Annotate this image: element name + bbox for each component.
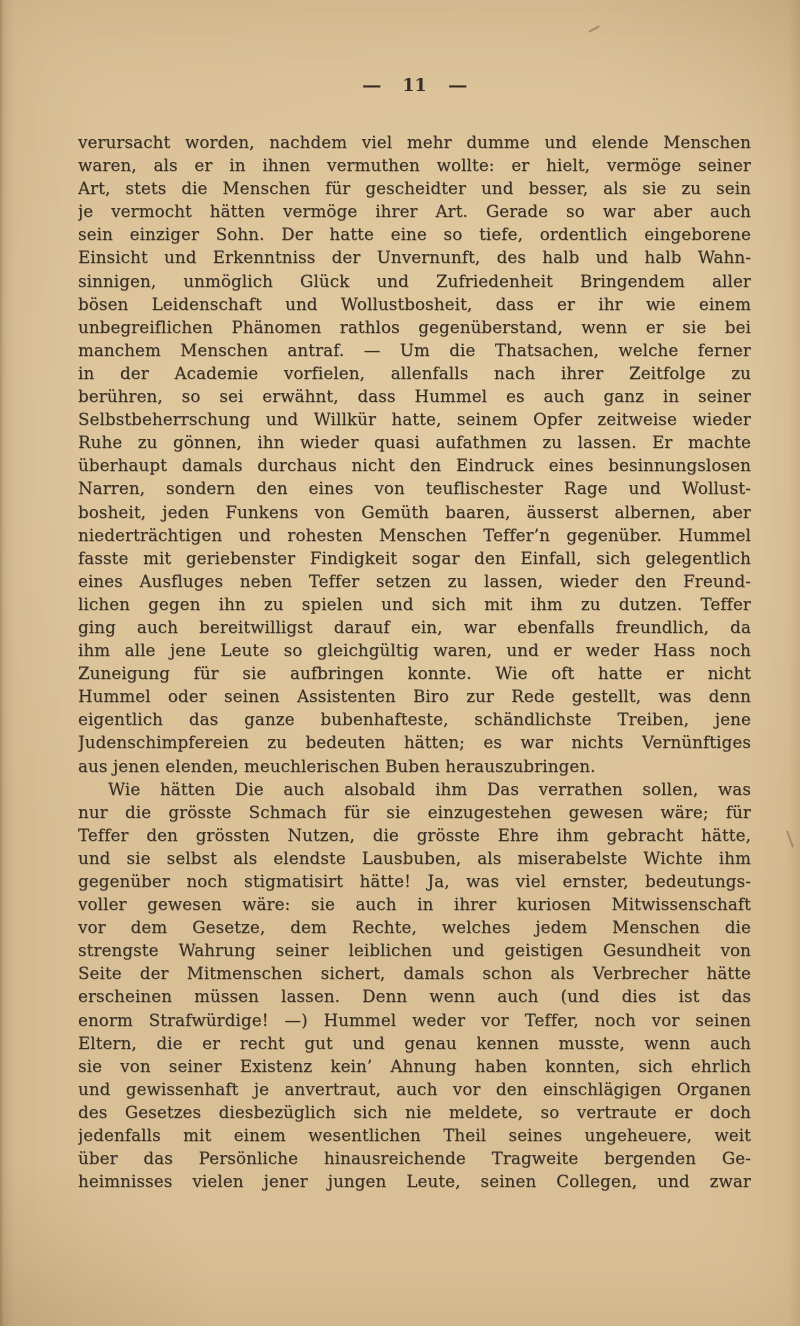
text-line: verursacht worden, nachdem viel mehr dumme und elende Menschen [78,133,751,152]
text-line: lichen gegen ihn zu spielen und sich mit ihm zu dutzen. Teffer [78,594,751,614]
text-line: und gewissenhaft je anvertraut, auch vor den einschlägigen Organen [78,1079,751,1099]
text-line: ging auch bereitwilligst darauf ein, war ebenfalls freundlich, da [78,617,751,637]
paper-fiber-mark [588,25,599,32]
text-line: fasste mit geriebenster Findigkeit sogar den Einfall, sich gelegentlich [78,548,751,568]
text-line: in der Academie vorfielen, allenfalls nach ihrer Zeitfolge zu [78,363,751,383]
text-line: gegenüber noch stigmatisirt hätte! Ja, was viel ernster, bedeutungs- [78,872,751,891]
text-line: strengste Wahrung seiner leiblichen und geistigen Gesundheit von [78,941,751,961]
text-line: Hummel oder seinen Assistenten Biro zur Rede gestellt, was denn [78,687,751,707]
header-left-dash: — [361,76,382,96]
text-line: Zuneigung für sie aufbringen konnte. Wie oft hatte er nicht [78,664,751,684]
text-line: überhaupt damals durchaus nicht den Eindruck eines besinnungslosen [78,456,751,476]
text-line: nur die grösste Schmach für sie einzugestehen gewesen wäre; für [78,802,751,822]
text-line: Selbstbeherrschung und Willkür hatte, seinem Opfer zeitweise wieder [78,410,751,430]
text-line: vor dem Gesetze, dem Rechte, welches jedem Menschen die [78,918,751,938]
text-line: manchem Menschen antraf. — Um die Thatsachen, welche ferner [78,340,751,360]
text-line: erscheinen müssen lassen. Denn wenn auch (und dies ist das [78,987,751,1007]
text-line: niederträchtigen und rohesten Menschen Teffer’n gegenüber. Hummel [78,525,751,545]
text-line: des Gesetzes diesbezüglich sich nie meldete, so vertraute er doch [78,1102,751,1122]
text-line: sinnigen, unmöglich Glück und Zufriedenheit Bringendem aller [78,271,751,291]
text-line: Art, stets die Menschen für gescheidter und besser, als sie zu sein [78,179,751,199]
text-line: aus jenen elenden, meuchlerischen Buben herauszubringen. [78,756,596,776]
paragraph [78,131,751,778]
body-text [78,131,751,1193]
text-line: waren, als er in ihnen vermuthen wollte: er hielt, vermöge seiner [78,156,751,176]
page-header [78,76,751,96]
text-line: Judenschimpfereien zu bedeuten hätten; es war nichts Vernünftiges [78,733,751,753]
text-line: sein einziger Sohn. Der hatte eine so tiefe, ordentlich eingeborene [78,225,751,245]
text-line: eigentlich das ganze bubenhafteste, schändlichste Treiben, jene [78,710,751,730]
text-line: Einsicht und Erkenntniss der Unvernunft, des halb und halb Wahn- [78,248,751,268]
margin-pen-mark [786,830,794,848]
text-line: über das Persönliche hinausreichende Tragweite bergenden Ge- [78,1149,751,1169]
text-line: unbegreiflichen Phänomen rathlos gegenüberstand, wenn er sie bei [78,317,751,337]
text-line: ihm alle jene Leute so gleichgültig waren, und er weder Hass noch [78,641,751,661]
text-line: berühren, so sei erwähnt, dass Hummel es auch ganz in seiner [78,387,751,407]
text-line: je vermocht hätten vermöge ihrer Art. Gerade so war aber auch [78,202,751,222]
text-line: Teffer den grössten Nutzen, die grösste Ehre ihm gebracht hätte, [78,825,751,845]
text-line: enorm Strafwürdige! —) Hummel weder vor Teffer, noch vor seinen [78,1010,751,1030]
text-line: Wie hätten Die auch alsobald ihm Das verrathen sollen, was [108,779,751,799]
text-line: Narren, sondern den eines von teuflischester Rage und Wollust- [78,479,751,499]
text-line: Eltern, die er recht gut und genau kennen musste, wenn auch [78,1033,751,1053]
text-line: heimnisses vielen jener jungen Leute, seinen Collegen, und zwar [78,1172,751,1192]
text-line: voller gewesen wäre: sie auch in ihrer kuriosen Mitwissenschaft [78,895,751,915]
text-line: jedenfalls mit einem wesentlichen Theil seines ungeheuere, weit [78,1126,751,1146]
text-line: bosheit, jeden Funkens von Gemüth baaren, äusserst albernen, aber [78,502,751,522]
text-line: und sie selbst als elendste Lausbuben, als miserabelste Wichte ihm [78,848,751,868]
paragraph [78,778,751,1194]
text-line: bösen Leidenschaft und Wollustbosheit, dass er ihr wie einem [78,294,751,314]
page-number: 11 [402,76,427,96]
text-line: Ruhe zu gönnen, ihn wieder quasi aufathmen zu lassen. Er machte [78,433,751,453]
text-line: Seite der Mitmenschen sichert, damals schon als Verbrecher hätte [78,964,751,984]
text-line: sie von seiner Existenz kein’ Ahnung haben konnten, sich ehrlich [78,1056,751,1076]
header-right-dash: — [447,76,468,96]
text-line: eines Ausfluges neben Teffer setzen zu lassen, wieder den Freund- [78,571,751,591]
